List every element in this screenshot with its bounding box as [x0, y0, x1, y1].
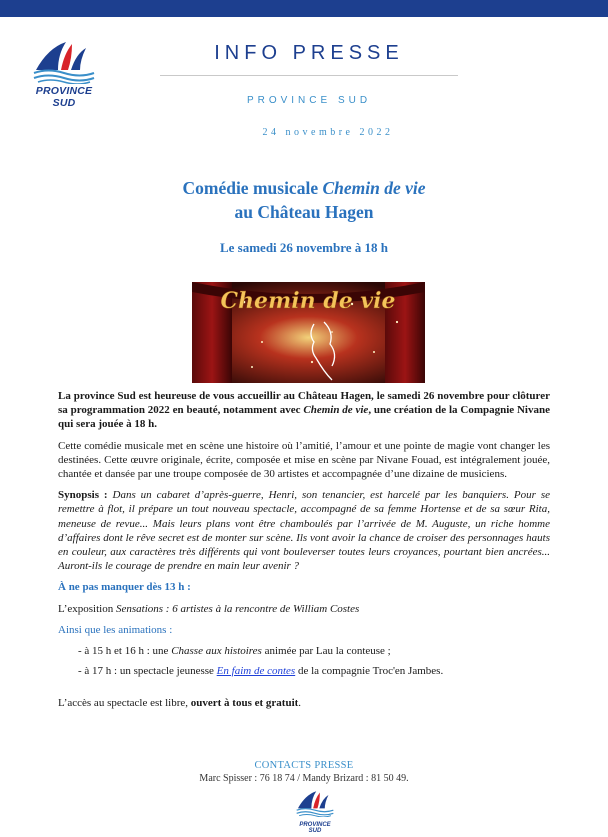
event-title-prefix: Comédie musicale [182, 178, 323, 198]
bullet2-prefix: - à 17 h : un spectacle jeunesse [78, 665, 217, 678]
event-date: Le samedi 26 novembre à 18 h [219, 240, 389, 255]
bullet1-suffix: animée par Lau la conteuse ; [261, 645, 391, 658]
press-contacts [100, 760, 508, 784]
animations-list [58, 644, 550, 678]
intro-text-a: La province Sud est heureuse de vous accueillir au Château Hagen, le samedi 26 novembre pour clôturer sa programmation 2022 en beauté, notamment avec [58, 390, 550, 417]
header-subtitle: PROVINCE SUD [246, 95, 372, 106]
event-title [80, 176, 528, 224]
province-sud-logo [28, 40, 100, 109]
exhibition-prefix: L’exposition [58, 602, 116, 615]
event-title-venue: au Château Hagen [234, 202, 374, 222]
sail-icon [28, 40, 100, 84]
exhibition-title: Sensations : 6 artistes à la rencontre de William Costes [115, 602, 360, 615]
intro-text-b: , une création de la Compagnie Nivane qui sera jouée à 18 h. [58, 404, 550, 431]
synopsis-text: Dans un cabaret d’après-guerre, Henri, son tenancier, est harcelé par les banquiers. Pour se remettre à flot, il prépare un tout nouveau spectacle, accompagné de sa femme Hortense et de sa sœur Rita, meneuse de revue... Mais leurs plans vont être chamboulés par l’arrivée de M. Auguste, un riche homme d’affaires dont le rêve secret est de monter sur scène. Ils vont avoir la chance de croiser des personnages hauts en couleur, aux caractères très différents qui vont bouleverser toutes leurs croyances, pourtant bien ancrées... Auront-ils le courage de prendre en main leur avenir ? [58, 489, 550, 573]
event-title-italic: Chemin de vie [322, 178, 426, 198]
footer-logo [293, 790, 337, 834]
highlight-heading: À ne pas manquer dès 13 h : [58, 581, 191, 594]
access-paragraph [58, 696, 550, 710]
description-paragraph: Cette comédie musicale met en scène une histoire où l’amitié, l’amour et une pointe de magie vont changer les destinées. Cette œuvre originale, écrite, composée et mise en scène par Nivane Fouad, est intégralement jouée, chantée et dansée par une troupe composée de 30 artistes et accompagnée d’une dizaine de musiciens. [58, 439, 550, 481]
synopsis-paragraph [58, 488, 550, 573]
bullet1-italic: Chasse aux histoires [171, 645, 262, 658]
article-body [58, 389, 550, 718]
top-bar [0, 0, 608, 17]
intro-italic: Chemin de vie [303, 404, 369, 417]
exhibition-line [58, 602, 550, 616]
release-date: 24 novembre 2022 [262, 127, 394, 138]
access-suffix: . [298, 697, 302, 710]
sail-icon [293, 790, 337, 817]
header-divider [160, 75, 458, 76]
poster-title: Chemin de vie [220, 288, 396, 314]
header-title: INFO PRESSE [214, 42, 404, 64]
synopsis-label: Synopsis : [58, 489, 108, 502]
list-item [78, 644, 550, 658]
intro-paragraph [58, 389, 550, 432]
access-bold: ouvert à tous et gratuit [190, 697, 299, 710]
footer-logo-text: PROVINCE SUD [299, 822, 331, 834]
contacts-title: CONTACTS PRESSE [254, 760, 354, 771]
animations-heading: Ainsi que les animations : [58, 623, 173, 636]
list-item [78, 664, 550, 678]
bullet2-suffix: de la compagnie Troc'en Jambes. [295, 665, 444, 678]
access-prefix: L’accès au spectacle est libre, [58, 697, 191, 710]
poster-image [192, 282, 425, 383]
logo-text: PROVINCE SUD [35, 85, 93, 109]
bullet1-prefix: - à 15 h et 16 h : une [78, 645, 172, 658]
show-link[interactable]: En faim de contes [216, 665, 296, 678]
contacts-line: Marc Spisser : 76 18 74 / Mandy Brizard : 81 50 49. [199, 773, 409, 784]
